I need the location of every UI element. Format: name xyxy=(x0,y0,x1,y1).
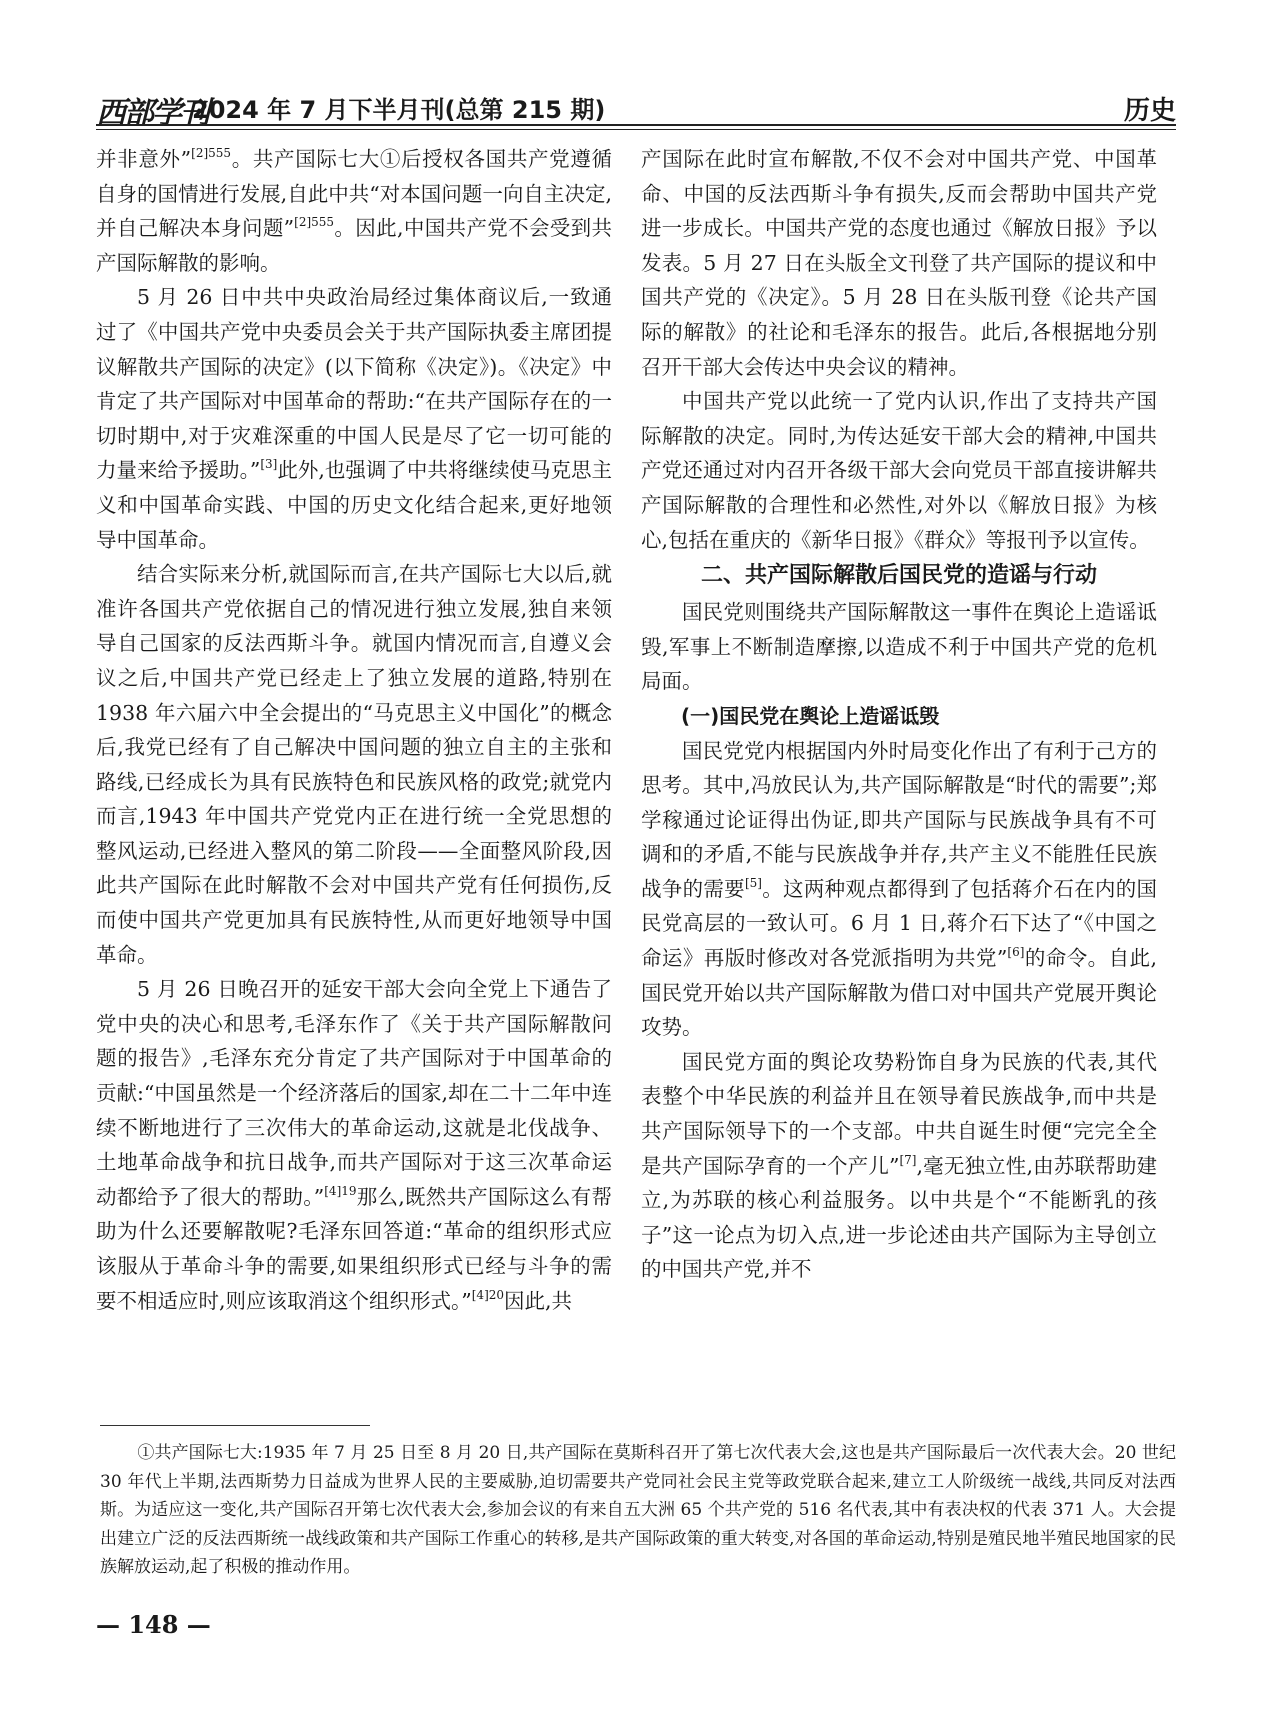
section-heading: 二、共产国际解散后国民党的造谣与行动 xyxy=(700,563,1097,589)
paragraph: 并非意外”$^{[2]555}$。共产国际七大①后授权各国共产党遵循自身的国情进行发展,自此中共“对本国问题一向自主决定,并自己解决本身问题”$^{[2]555}$。因此,中国共产党不会受到共产国际解散的影响。 xyxy=(96,146,613,275)
paragraph: 国民党方面的舆论攻势粉饰自身为民族的代表,其代表整个中华民族的利益并且在领导着民族战争,而中共是共产国际领导下的一个支部。中共自诞生时便“完完全全是共产国际孕育的一个产儿”[7],毫无独立性,由苏联帮助建立,为苏联的核心利益服务。以中共是个“不能断乳的孩子”这一论点为切入点,进一步论述由共产国际为主导创立的中国共产党,并不 xyxy=(641,1049,1157,1282)
footnote: ①共产国际七大:1935 年 7 月 25 日至 8 月 20 日,共产国际在莫斯科召开了第七次代表大会,这也是共产国际最后一次代表大会。20 世纪 30 年代上半期,法西斯势力日益成为世界人民的主要威胁,迫切需要共产党同社会民主党等政党联合起来,建立工人阶级统一战线,共同反对法西斯。为适应这一变化,共产国际召开第七次代表大会,参加会议的有来自五大洲 65 个共产党的 516 名代表,其中有表决权的代表 371 人。大会提出建立广泛的反法西斯统一战线政策和共产国际工作重心的转移,是共产国际政策的重大转变,对各国的革命运动,特别是殖民地半殖民地国家的民族解放运动,起了积极的推动作用。 xyxy=(100,1443,1176,1577)
page-number: — 148 — xyxy=(96,1610,211,1639)
left-column xyxy=(96,142,612,1318)
paragraph: 5 月 26 日中共中央政治局经过集体商议后,一致通过了《中国共产党中央委员会关于共产国际执委主席团提议解散共产国际的决定》(以下简称《决定》)。《决定》中肯定了共产国际对中国革命的帮助:“在共产国际存在的一切时期中,对于灾难深重的中国人民是尽了它一切可能的力量来给予援助。”[3]此外,也强调了中共将继续使马克思主义和中国革命实践、中国的历史文化结合起来,更好地领导中国革命。 xyxy=(96,285,612,552)
paragraph: 5 月 26 日晚召开的延安干部大会向全党上下通告了党中央的决心和思考,毛泽东作了《关于共产国际解散问题的报告》,毛泽东充分肯定了共产国际对于中国革命的贡献:“中国虽然是一个经济落后的国家,却在二十二年中连续不断地进行了三次伟大的革命运动,这就是北伐战争、土地革命战争和抗日战争,而共产国际对于这三次革命运动都给予了很大的帮助。”$^{[4]19}$那么,既然共产国际这么有帮助为什么还要解散呢?毛泽东回答道:“革命的组织形式应该服从于革命斗争的需要,如果组织形式已经与斗争的需要不相适应时,则应该取消这个组织形式。”$^{[4]20}$因此,共 xyxy=(96,977,613,1313)
right-column xyxy=(641,142,1157,1287)
paragraph: 产国际在此时宣布解散,不仅不会对中国共产党、中国革命、中国的反法西斯斗争有损失,反而会帮助中国共产党进一步成长。中国共产党的态度也通过《解放日报》予以发表。5 月 27 日在头版全文刊登了共产国际的提议和中国共产党的《决定》。5 月 28 日在头版刊登《论共产国际的解散》的社论和毛泽东的报告。此后,各根据地分别召开干部大会传达中央会议的精神。 xyxy=(641,147,1157,379)
issue-info: 2024 年 7 月下半月刊(总第 215 期) xyxy=(192,96,606,124)
header-rule-thick xyxy=(96,124,1176,126)
paragraph: 中国共产党以此统一了党内认识,作出了支持共产国际解散的决定。同时,为传达延安干部大会的精神,中国共产党还通过对内召开各级干部大会向党员干部直接讲解共产国际解散的合理性和必然性,对外以《解放日报》为核心,包括在重庆的《新华日报》《群众》等报刊予以宣传。 xyxy=(641,389,1157,552)
section-heading: (一)国民党在舆论上造谣诋毁 xyxy=(681,703,940,728)
journal-logo: 西部学刊 xyxy=(96,96,208,131)
paragraph: 国民党党内根据国内外时局变化作出了有利于己方的思考。其中,冯放民认为,共产国际解散是“时代的需要”;郑学稼通过论证得出伪证,即共产国际与民族战争具有不可调和的矛盾,不能与民族战争并存,共产主义不能胜任民族战争的需要[5]。这两种观点都得到了包括蒋介石在内的国民党高层的一致认可。6 月 1 日,蒋介石下达了“《中国之命运》再版时修改对各党派指明为共党”[6]的命令。自此,国民党开始以共产国际解散为借口对中国共产党展开舆论攻势。 xyxy=(641,738,1158,1040)
paragraph: 国民党则围绕共产国际解散这一事件在舆论上造谣诋毁,军事上不断制造摩擦,以造成不利于中国共产党的危机局面。 xyxy=(641,600,1157,694)
header-rule-thin xyxy=(96,129,1176,130)
paragraph: 结合实际来分析,就国际而言,在共产国际七大以后,就准许各国共产党依据自己的情况进行独立发展,独自来领导自己国家的反法西斯斗争。就国内情况而言,自遵义会议之后,中国共产党已经走上了独立发展的道路,特别在 1938 年六届六中全会提出的“马克思主义中国化”的概念后,我党已经有了自己解决中国问题的独立自主的主张和路线,已经成长为具有民族特色和民族风格的政党;就党内而言,1943 年中国共产党党内正在进行统一全党思想的整风运动,已经进入整风的第二阶段——全面整风阶段,因此共产国际在此时解散不会对中国共产党有任何损伤,反而使中国共产党更加具有民族特性,从而更好地领导中国革命。 xyxy=(96,562,612,967)
footnote-divider xyxy=(100,1425,370,1426)
page-header xyxy=(96,84,1176,132)
section-title: 历史 xyxy=(1123,96,1176,126)
